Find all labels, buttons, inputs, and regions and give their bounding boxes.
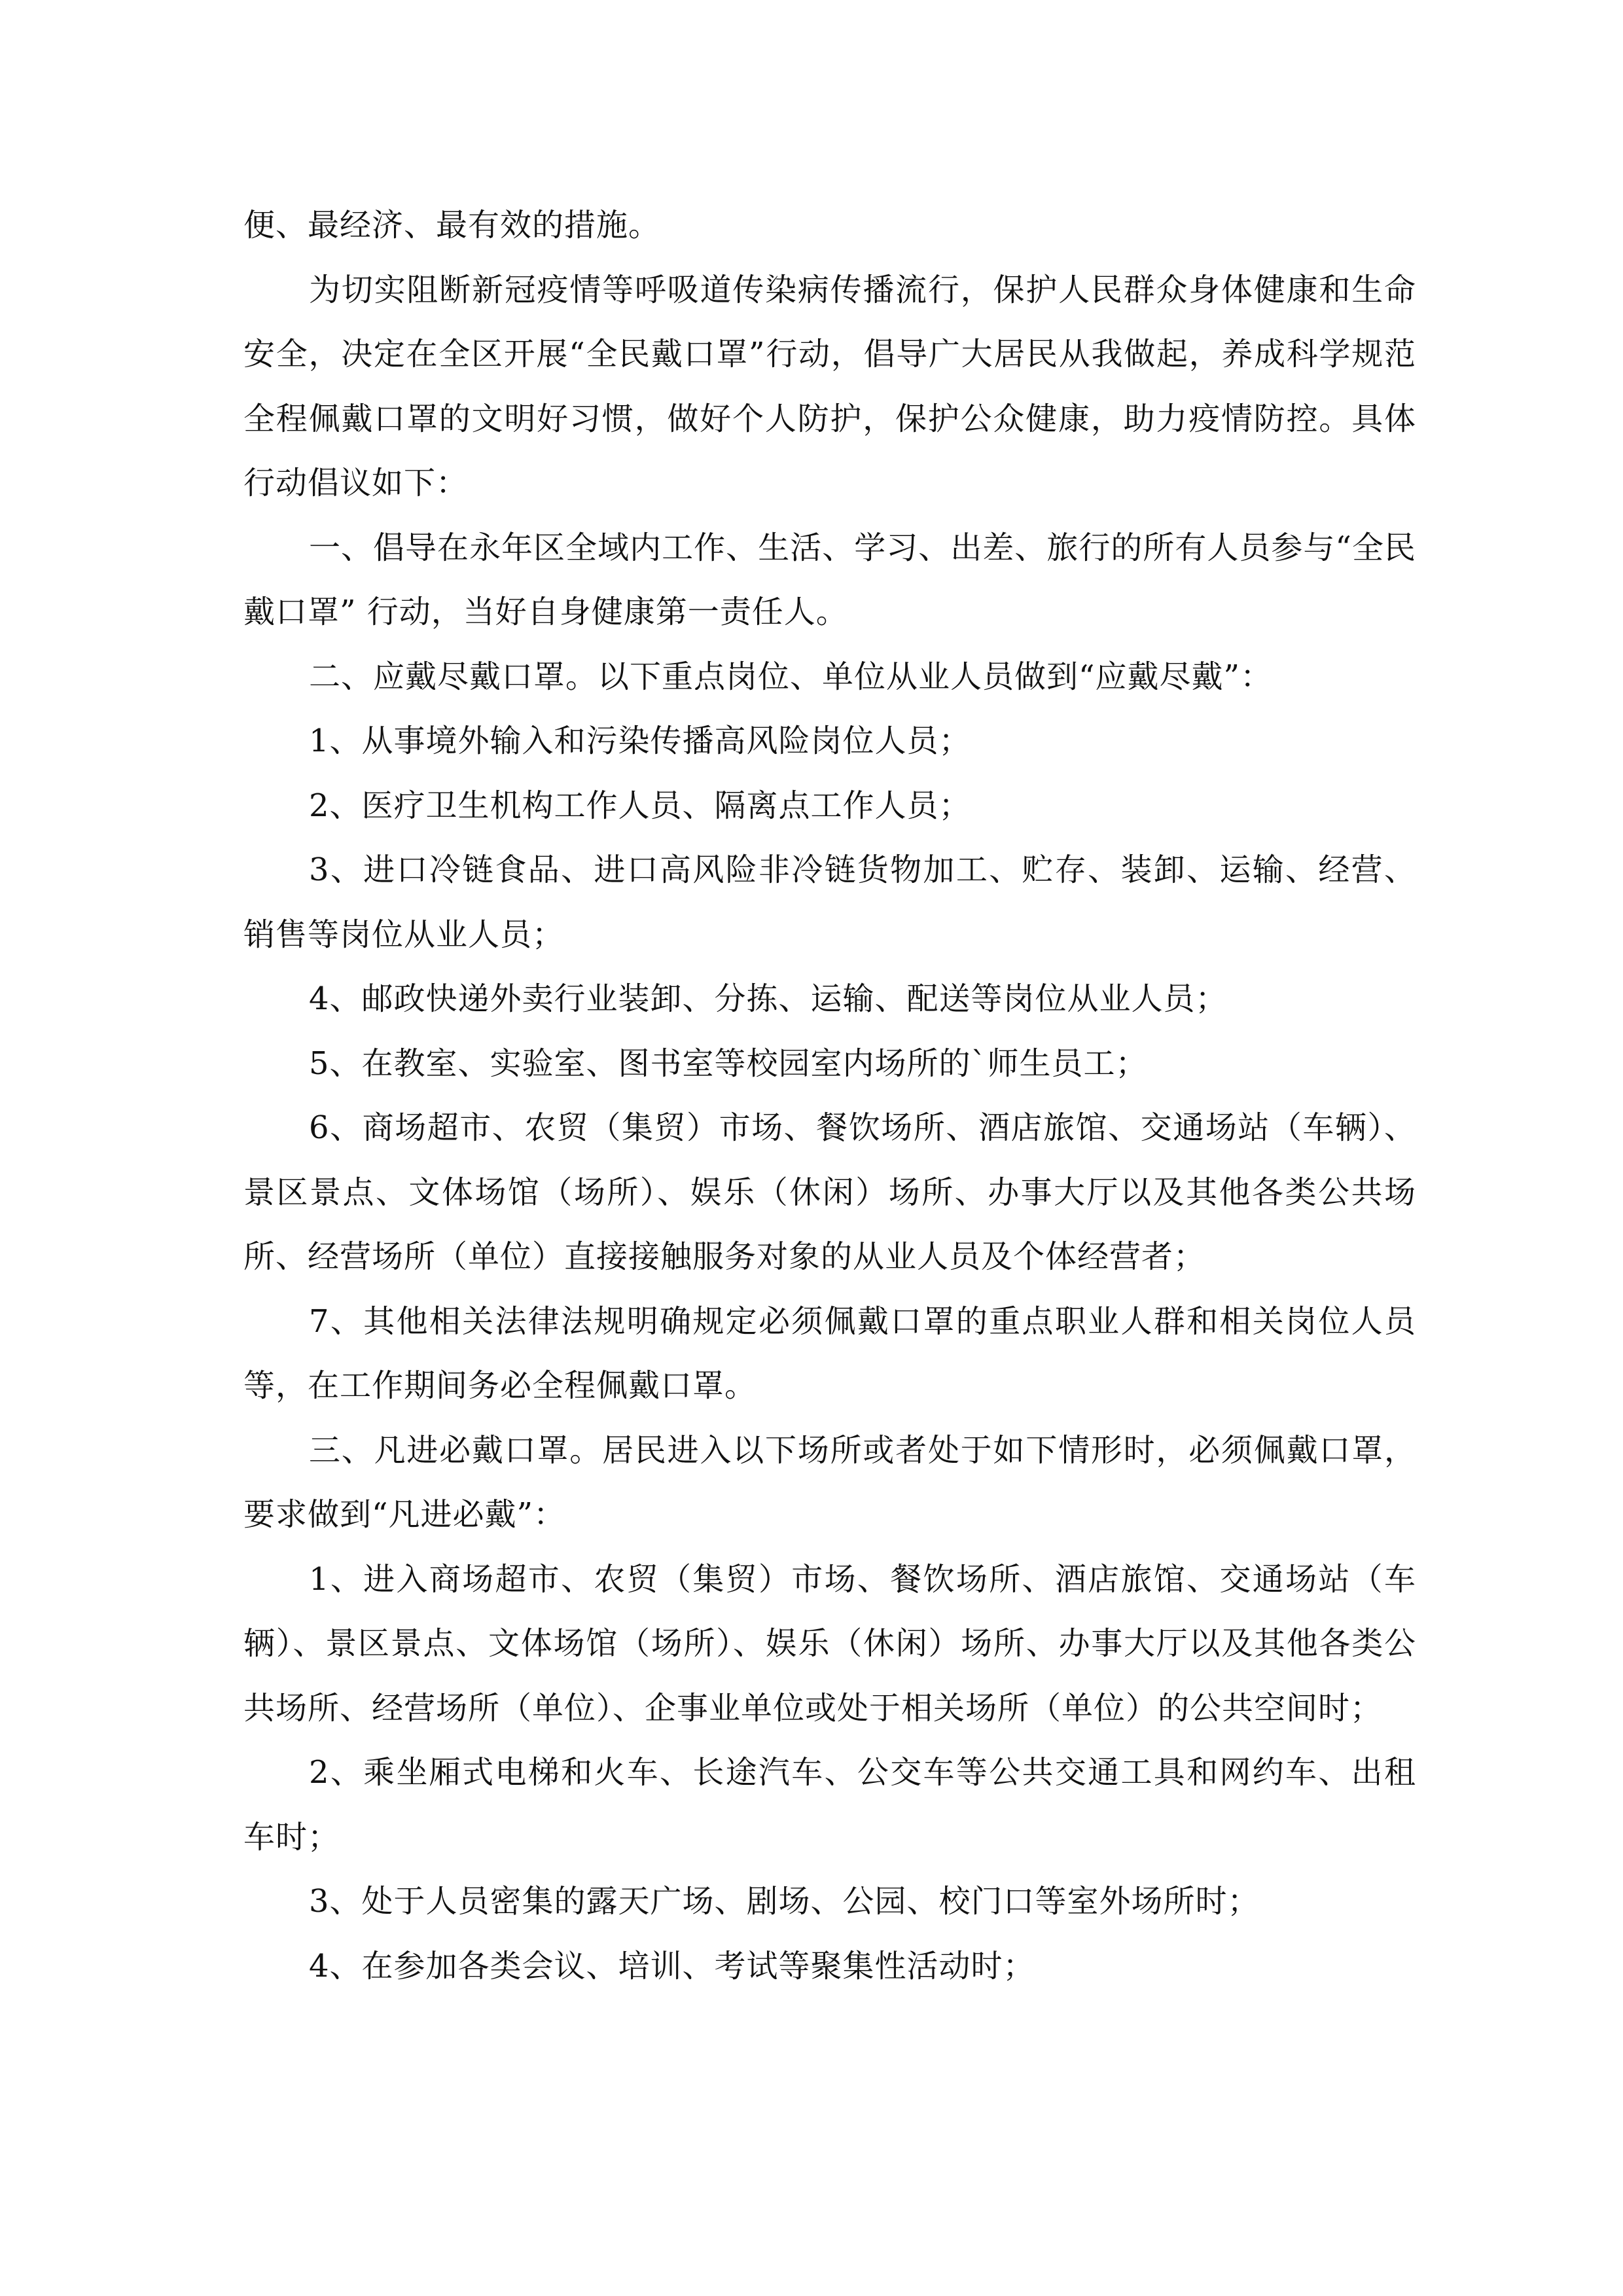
paragraph-intro: 为切实阻断新冠疫情等呼吸道传染病传播流行，保护人民群众身体健康和生命安全，决定在全区开展“全民戴口罩”行动，倡导广大居民从我做起，养成科学规范全程佩戴口罩的文明好习惯，做好个人防护，保护公众健康，助力疫情防控。具体行动倡议如下： (243, 271, 1416, 501)
paragraph-section-1: 一、倡导在永年区全域内工作、生活、学习、出差、旅行的所有人员参与“全民戴口罩” 行动，当好自身健康第一责任人。 (243, 529, 1416, 630)
list-item: 5、在教室、实验室、图书室等校园室内场所的`师生员工； (309, 1045, 1148, 1082)
list-item: 3、进口冷链食品、进口高风险非冷链货物加工、贮存、装卸、运输、经营、销售等岗位从业人员； (243, 852, 1416, 953)
list-item: 2、医疗卫生机构工作人员、隔离点工作人员； (309, 787, 971, 824)
list-item: 7、其他相关法律法规明确规定必须佩戴口罩的重点职业人群和相关岗位人员等，在工作期间务必全程佩戴口罩。 (243, 1302, 1416, 1404)
list-item: 2、乘坐厢式电梯和火车、长途汽车、公交车等公共交通工具和网约车、出租车时； (243, 1754, 1416, 1856)
list-item: 3、处于人员密集的露天广场、剧场、公园、校门口等室外场所时； (309, 1883, 1260, 1920)
paragraph-continuation: 便、最经济、最有效的措施。 (243, 207, 661, 243)
paragraph-section-2: 二、应戴尽戴口罩。以下重点岗位、单位从业人员做到“应戴尽戴”： (309, 658, 1273, 695)
list-item: 6、商场超市、农贸（集贸）市场、餐饮场所、酒店旅馆、交通场站（车辆）、景区景点、文体场馆（场所）、娱乐（休闲）场所、办事大厅以及其他各类公共场所、经营场所（单位）直接接触服务对象的从业人员及个体经营者； (243, 1109, 1416, 1275)
document-body (243, 193, 1416, 1998)
paragraph-section-3: 三、凡进必戴口罩。居民进入以下场所或者处于如下情形时，必须佩戴口罩，要求做到“凡进必戴”： (243, 1431, 1416, 1533)
list-item: 4、在参加各类会议、培训、考试等聚集性活动时； (309, 1947, 1035, 1984)
list-item: 1、进入商场超市、农贸（集贸）市场、餐饮场所、酒店旅馆、交通场站（车辆）、景区景点、文体场馆（场所）、娱乐（休闲）场所、办事大厅以及其他各类公共场所、经营场所（单位）、企事业单位或处于相关场所（单位）的公共空间时； (243, 1560, 1416, 1727)
list-item: 4、邮政快递外卖行业装卸、分拣、运输、配送等岗位从业人员； (309, 980, 1228, 1017)
list-item: 1、从事境外输入和污染传播高风险岗位人员； (309, 723, 971, 759)
